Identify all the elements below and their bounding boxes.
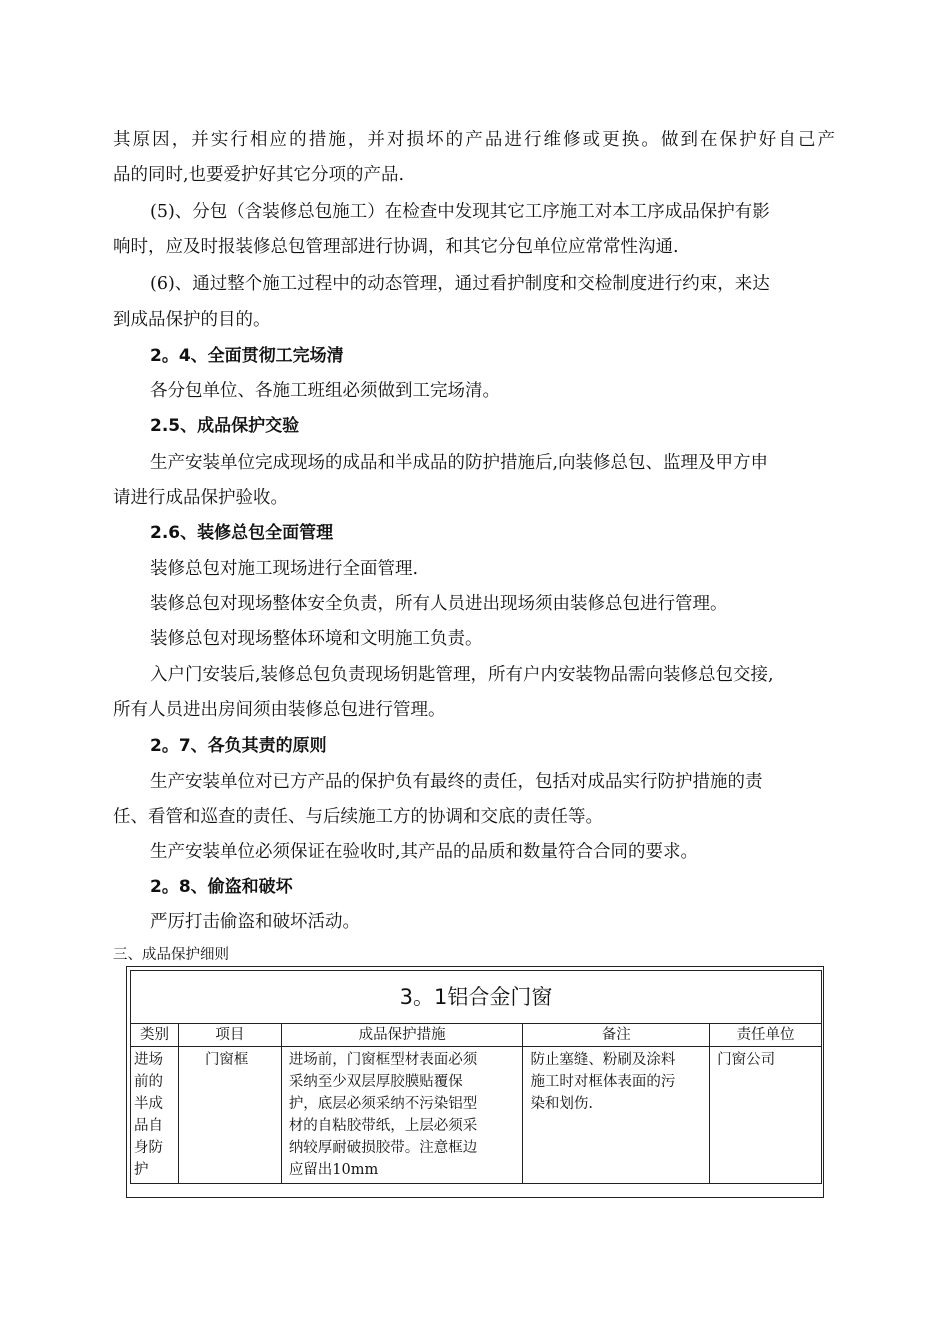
cell-line: 前的 bbox=[134, 1074, 163, 1090]
section-heading: 2.5、成品保护交验 bbox=[150, 416, 300, 436]
table-row bbox=[131, 1047, 822, 1184]
cell-line: 进场 bbox=[134, 1052, 163, 1068]
paragraph-line: 品的同时,也要爱护好其它分项的产品. bbox=[113, 165, 405, 185]
cell-line: 纳较厚耐破损胶带。注意框边 bbox=[288, 1140, 478, 1156]
table-header-row bbox=[131, 1024, 822, 1047]
paragraph-line: 其原因，并实行相应的措施，并对损坏的产品进行维修或更换。做到在保护好自己产 bbox=[113, 130, 835, 150]
cell-line: 护 bbox=[134, 1162, 149, 1178]
paragraph-line: 生产安装单位完成现场的成品和半成品的防护措施后,向装修总包、监理及甲方申 bbox=[150, 453, 769, 473]
cell-line: 防止塞缝、粉刷及涂料 bbox=[530, 1052, 676, 1068]
header-unit: 责任单位 bbox=[710, 1024, 822, 1047]
paragraph-line: 严厉打击偷盗和破坏活动。 bbox=[150, 912, 360, 932]
paragraph-line: 生产安装单位必须保证在验收时,其产品的品质和数量符合合同的要求。 bbox=[150, 842, 699, 862]
cell-category bbox=[131, 1047, 179, 1184]
paragraph-line: 生产安装单位对已方产品的保护负有最终的责任，包括对成品实行防护措施的责 bbox=[150, 772, 763, 792]
section-heading: 2。7、各负其责的原则 bbox=[150, 736, 327, 756]
cell-line: 半成 bbox=[134, 1096, 163, 1112]
cell-line: 染和划伤. bbox=[530, 1096, 594, 1112]
cell-line: 采纳至少双层厚胶膜贴覆保 bbox=[288, 1074, 463, 1090]
table-title-row bbox=[131, 971, 822, 1024]
paragraph-line: 请进行成品保护验收。 bbox=[113, 488, 288, 508]
cell-line: 材的自粘胶带纸，上层必须采 bbox=[288, 1118, 478, 1134]
paragraph-line: 装修总包对现场整体安全负责，所有人员进出现场须由装修总包进行管理。 bbox=[150, 594, 728, 614]
section-heading: 2。4、全面贯彻工完场清 bbox=[150, 346, 344, 366]
paragraph-line: 各分包单位、各施工班组必须做到工完场清。 bbox=[150, 381, 500, 401]
paragraph-line: 入户门安装后,装修总包负责现场钥匙管理，所有户内安装物品需向装修总包交接, bbox=[150, 665, 774, 685]
paragraph-line: (5)、分包（含装修总包施工）在检查中发现其它工序施工对本工序成品保护有影 bbox=[150, 202, 770, 222]
protection-table bbox=[130, 970, 822, 1184]
paragraph-line: (6)、通过整个施工过程中的动态管理，通过看护制度和交检制度进行约束，来达 bbox=[150, 274, 770, 294]
table-title: 3。1铝合金门窗 bbox=[131, 971, 822, 1024]
paragraph-line: 装修总包对施工现场进行全面管理. bbox=[150, 559, 419, 579]
cell-unit: 门窗公司 bbox=[710, 1047, 822, 1184]
cell-measure bbox=[281, 1047, 523, 1184]
section-heading: 2。8、偷盗和破坏 bbox=[150, 877, 293, 897]
header-item: 项目 bbox=[178, 1024, 281, 1047]
section-heading: 2.6、装修总包全面管理 bbox=[150, 523, 334, 543]
paragraph-line: 任、看管和巡查的责任、与后续施工方的协调和交底的责任等。 bbox=[113, 807, 603, 827]
paragraph-line: 响时，应及时报装修总包管理部进行协调，和其它分包单位应常常性沟通. bbox=[113, 237, 679, 257]
paragraph-line: 到成品保护的目的。 bbox=[113, 310, 271, 330]
cell-line: 进场前，门窗框型材表面必须 bbox=[288, 1052, 478, 1068]
cell-item: 门窗框 bbox=[178, 1047, 281, 1184]
paragraph-line: 所有人员进出房间须由装修总包进行管理。 bbox=[113, 700, 446, 720]
header-note: 备注 bbox=[523, 1024, 710, 1047]
cell-line: 品自 bbox=[134, 1118, 163, 1134]
cell-line: 护，底层必须采纳不污染铝型 bbox=[288, 1096, 478, 1112]
cell-note bbox=[523, 1047, 710, 1184]
cell-line: 施工时对框体表面的污 bbox=[530, 1074, 676, 1090]
header-measure: 成品保护措施 bbox=[281, 1024, 523, 1047]
paragraph-line: 装修总包对现场整体环境和文明施工负责。 bbox=[150, 629, 483, 649]
chapter-heading: 三、成品保护细则 bbox=[113, 947, 229, 963]
cell-line: 应留出10mm bbox=[288, 1162, 379, 1178]
header-category: 类别 bbox=[131, 1024, 179, 1047]
cell-line: 身防 bbox=[134, 1140, 163, 1156]
